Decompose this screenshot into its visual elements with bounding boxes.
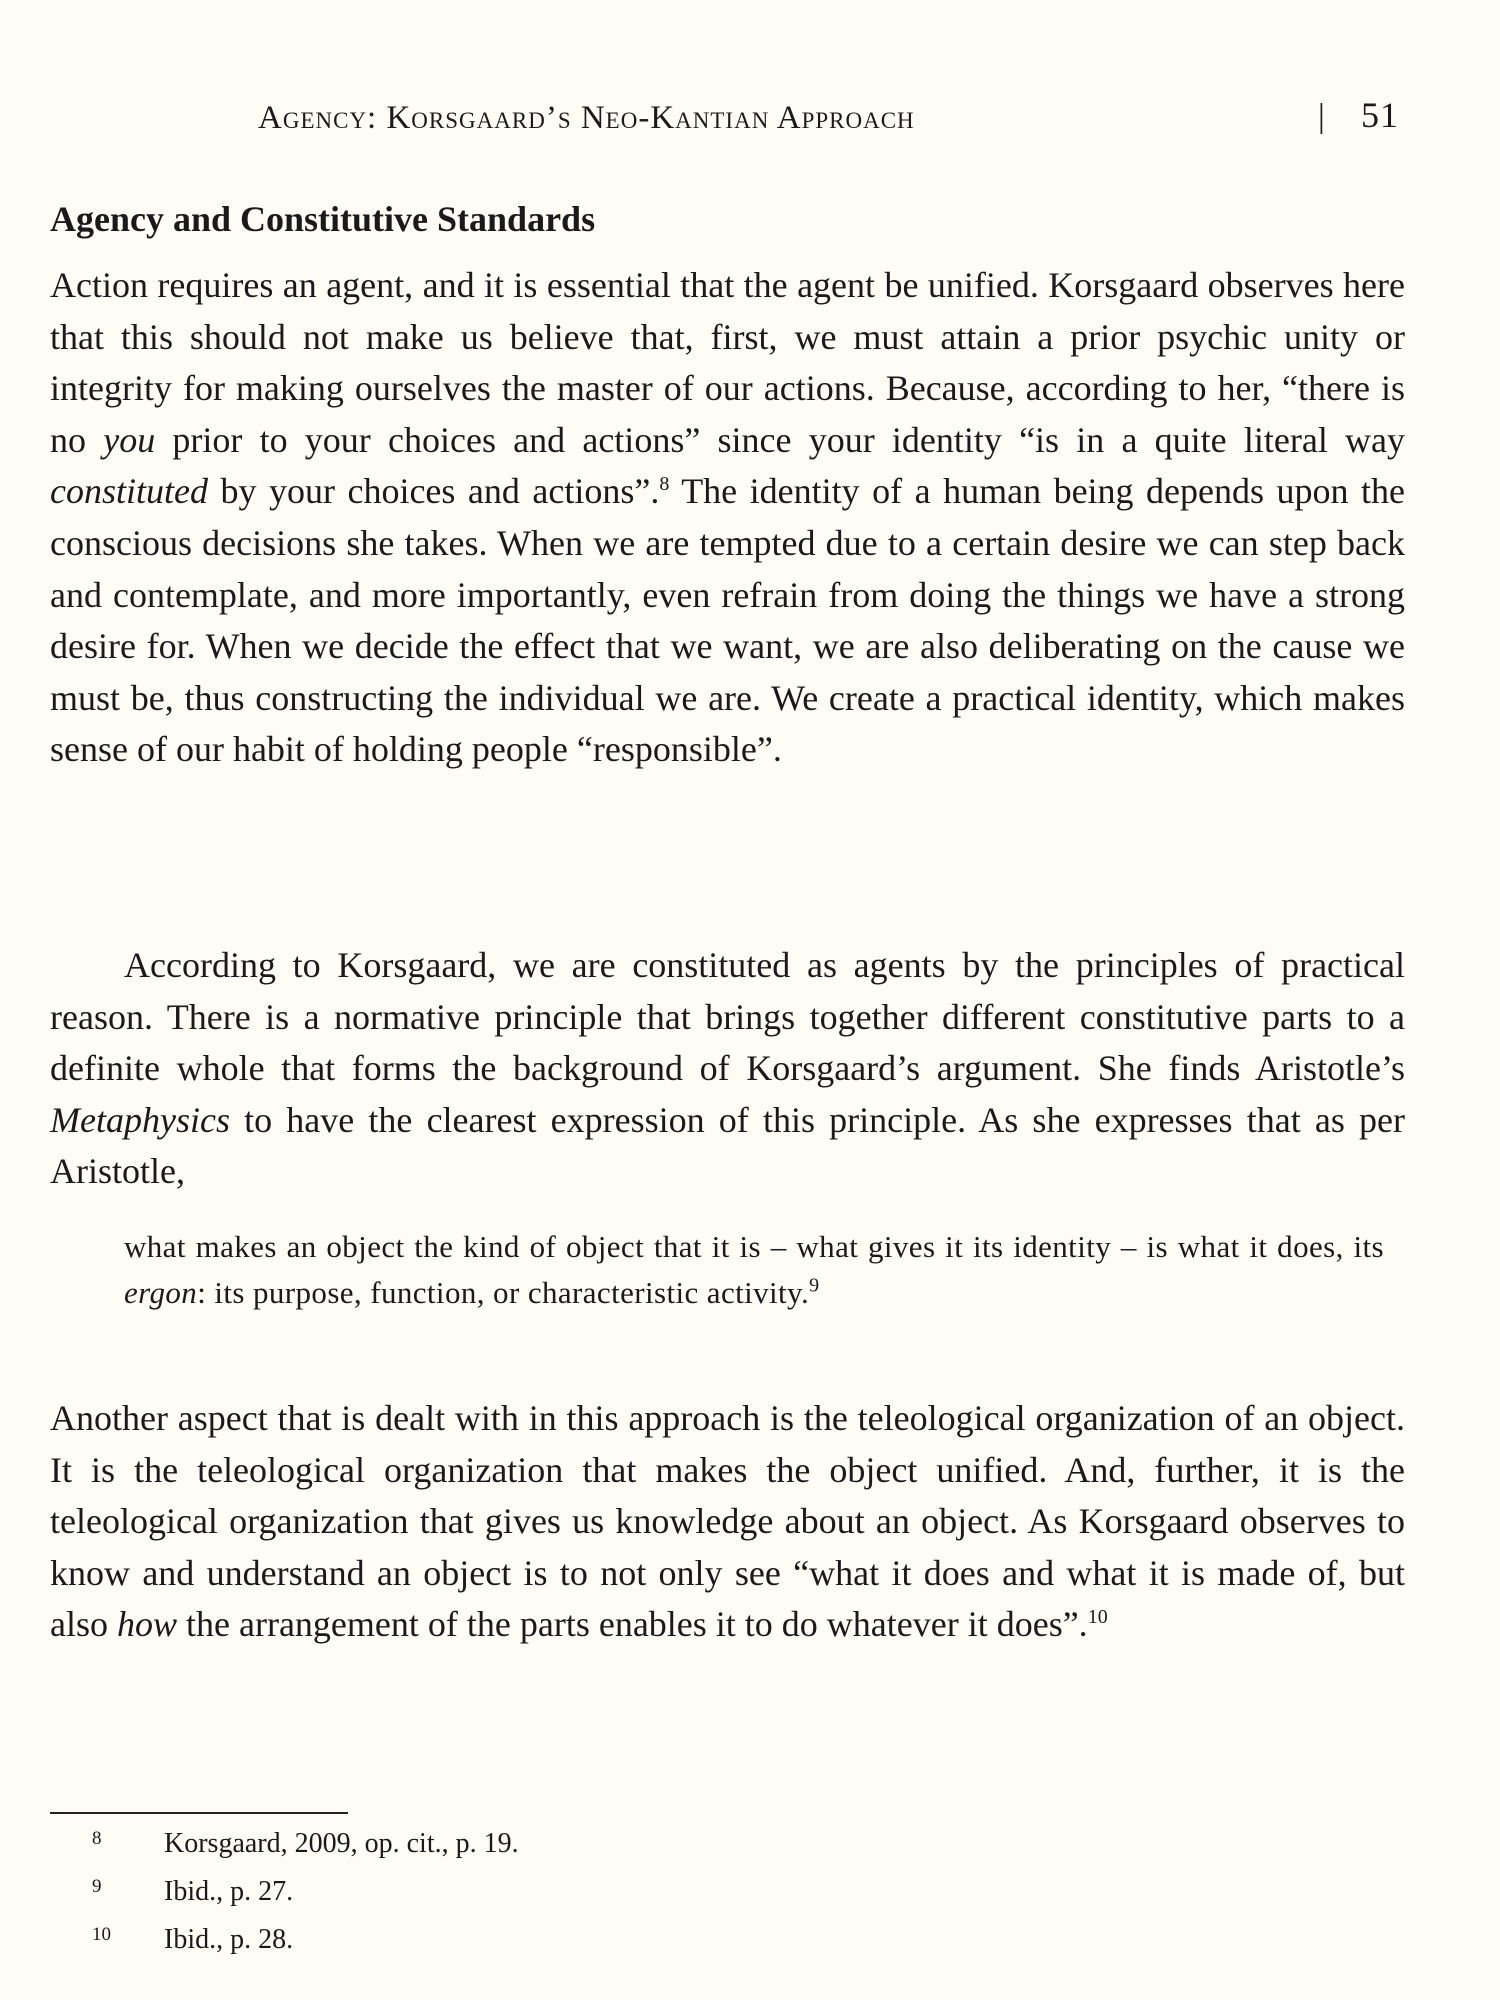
paragraph-3-text-1: Another aspect that is dealt with in this approach is the teleological organization of an object. It is the teleological organization that makes the object unified. And, further, it is the teleological organization that gives us knowledge about an object. As Korsgaard observes to know and understand an object is to not only see “what it does and what it is made of, but also	[50, 1398, 1405, 1645]
paragraph-1	[50, 260, 1405, 776]
page-separator: |	[1318, 98, 1326, 135]
paragraph-2-text-1: According to Korsgaard, we are constituted as agents by the principles of practical reason. There is a normative principle that brings together different constitutive parts to a definite whole that forms the background of Korsgaard’s argument. She finds Aristotle’s	[50, 945, 1405, 1089]
footnote-text: Korsgaard, 2009, op. cit., p. 19.	[164, 1828, 519, 1859]
footnote	[50, 1924, 950, 1964]
paragraph-2-text-2: to have the clearest expression of this principle. As she expresses that as per Aristotle,	[50, 1099, 1405, 1192]
footnote	[50, 1828, 950, 1868]
book-page	[50, 0, 1405, 2000]
paragraph-3	[50, 1393, 1405, 1651]
section-heading: Agency and Constitutive Standards	[50, 199, 596, 239]
block-quote	[124, 1224, 1384, 1316]
running-head	[50, 92, 1405, 142]
paragraph-1-text-4: The identity of a human being depends upon the conscious decisions she takes. When we are tempted due to a certain desire we can step back and contemplate, and more importantly, even refrain from doing the things we have a strong desire for. When we decide the effect that we want, we are also deliberating on the cause we must be, thus constructing the individual we are. We create a practical identity, which makes sense of our habit of holding people “responsible”.	[50, 471, 1405, 770]
emphasis-metaphysics: Metaphysics	[50, 1099, 230, 1140]
footnote-ref-9[interactable]: 9	[809, 1274, 820, 1297]
paragraph-1-text-1: Action requires an agent, and it is essential that the agent be unified. Korsgaard observes here that this should not make us believe that, first, we must attain a prior psychic unity or integrity for making ourselves the master of our actions. Because, according to her, “there is no	[50, 265, 1405, 460]
footnote-text: Ibid., p. 28.	[164, 1924, 294, 1955]
footnote	[50, 1876, 950, 1916]
running-title: Agency: Korsgaard’s Neo-Kantian Approach	[258, 100, 915, 136]
footnote-number: 10	[92, 1924, 111, 1945]
emphasis-constituted: constituted	[50, 471, 208, 512]
footnote-number: 8	[92, 1828, 102, 1849]
paragraph-3-text-2: the arrangement of the parts enables it to do whatever it does”.	[177, 1604, 1088, 1645]
emphasis-how: how	[117, 1604, 178, 1645]
footnote-number: 9	[92, 1876, 102, 1897]
emphasis-you: you	[103, 419, 156, 460]
paragraph-1-text-3: by your choices and actions”.	[207, 471, 660, 512]
emphasis-ergon: ergon	[124, 1275, 198, 1310]
paragraph-2	[50, 940, 1405, 1198]
paragraph-1-text-2: prior to your choices and actions” since your identity “is in a quite literal way	[155, 419, 1406, 460]
page-number: 51	[1361, 95, 1399, 135]
footnote-ref-10[interactable]: 10	[1087, 1606, 1108, 1629]
footnote-divider	[50, 1812, 348, 1814]
block-quote-text-2: : its purpose, function, or characteristic activity.	[197, 1275, 810, 1310]
footnote-ref-8[interactable]: 8	[659, 473, 670, 496]
block-quote-text-1: what makes an object the kind of object that it is – what gives it its identity – is what it does, its	[124, 1229, 1384, 1264]
footnote-text: Ibid., p. 27.	[164, 1876, 294, 1907]
